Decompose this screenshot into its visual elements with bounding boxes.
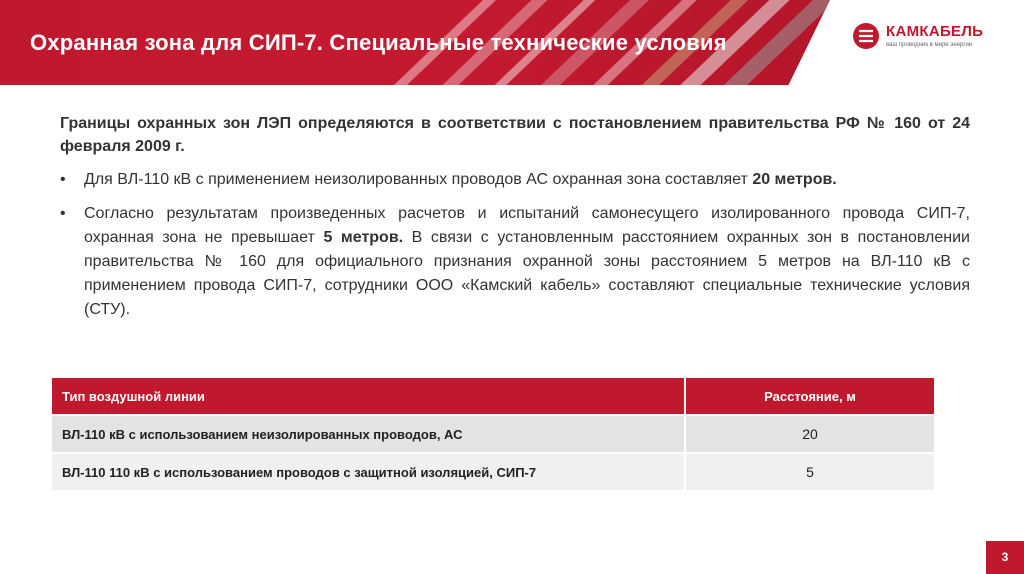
bullet-bold: 20 метров. — [752, 171, 837, 188]
bullet-item — [60, 202, 970, 322]
logo-tagline: ваш проводник в мире энергии — [886, 42, 973, 48]
bullet-dot: • — [60, 171, 66, 188]
bullet-text: Согласно результатам произведенных расчетов и испытаний самонесущего изолированного провода СИП-7, охранная зона не превышает — [84, 205, 970, 246]
logo-name: КАМКАБЕЛЬ — [886, 23, 984, 40]
bullet-dot: • — [60, 205, 66, 222]
table-row — [52, 453, 934, 490]
table-row — [52, 415, 934, 453]
table-header-row — [52, 378, 934, 415]
distance-table — [52, 378, 934, 490]
logo-mark-icon — [852, 22, 880, 50]
bullet-item — [60, 168, 970, 192]
slide-title: Охранная зона для СИП-7. Специальные технические условия — [30, 30, 727, 55]
cell-line-type: ВЛ-110 110 кВ с использованием проводов с защитной изоляцией, СИП-7 — [52, 453, 685, 490]
cell-distance: 5 — [685, 453, 934, 490]
page-number: 3 — [986, 541, 1024, 574]
lead-paragraph: Границы охранных зон ЛЭП определяются в соответствии с постановлением правительства РФ № 160 от 24 февраля 2009 г. — [60, 115, 970, 155]
bullet-after: В связи с установленным расстоянием охранных зон в постановлении правительства № 160 для официального признания охранной зоны расстоянием 5 метров на ВЛ-110 кВ с применением провода СИП-7, сотрудники ООО «Камский кабель» составляют специальные технические условия (СТУ). — [84, 229, 970, 318]
cell-line-type: ВЛ-110 кВ с использованием неизолированных проводов, АС — [52, 415, 685, 453]
slide-header — [0, 0, 1024, 85]
bullet-bold: 5 метров. — [323, 229, 404, 246]
slide-body — [60, 112, 970, 332]
header-distance: Расстояние, м — [685, 378, 934, 415]
bullet-text: Для ВЛ-110 кВ с применением неизолированных проводов АС охранная зона составляет — [84, 171, 753, 188]
cell-distance: 20 — [685, 415, 934, 453]
header-line-type: Тип воздушной линии — [52, 378, 685, 415]
company-logo — [852, 18, 1002, 54]
